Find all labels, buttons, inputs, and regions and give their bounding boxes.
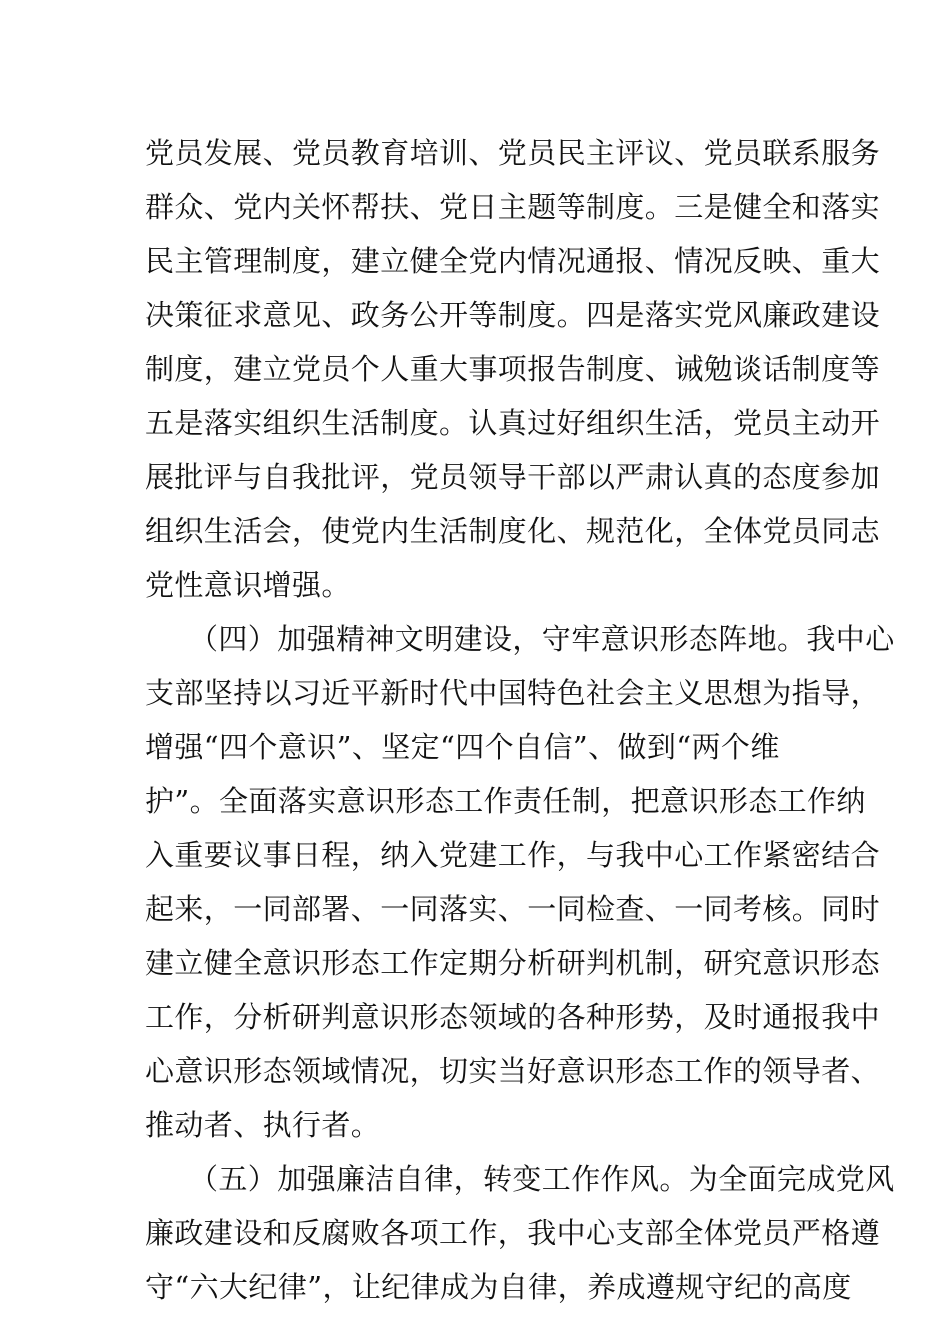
text-line: 决策征求意见、政务公开等制度。四是落实党风廉政建设 (145, 298, 881, 332)
text-line: 五是落实组织生活制度。认真过好组织生活，党员主动开 (145, 406, 881, 440)
section-heading-line: （四）加强精神文明建设，守牢意识形态阵地。我中心 (189, 622, 895, 656)
text-line: 推动者、执行者。 (145, 1108, 381, 1142)
text-line: 起来，一同部署、一同落实、一同检查、一同考核。同时 (145, 892, 881, 926)
text-line: 守“六大纪律”，让纪律成为自律，养成遵规守纪的高度 (145, 1270, 852, 1304)
text-line: 展批评与自我批评，党员领导干部以严肃认真的态度参加 (145, 460, 881, 494)
text-line: 组织生活会，使党内生活制度化、规范化，全体党员同志 (145, 514, 881, 548)
text-line: 心意识形态领域情况，切实当好意识形态工作的领导者、 (145, 1054, 881, 1088)
text-line: 制度，建立党员个人重大事项报告制度、诫勉谈话制度等 (145, 352, 881, 386)
text-line: 工作，分析研判意识形态领域的各种形势，及时通报我中 (145, 1000, 881, 1034)
text-line: 廉政建设和反腐败各项工作，我中心支部全体党员严格遵 (145, 1216, 881, 1250)
text-line: 建立健全意识形态工作定期分析研判机制，研究意识形态 (145, 946, 881, 980)
text-line: 增强“四个意识”、坚定“四个自信”、做到“两个维 (145, 730, 780, 764)
text-line: 支部坚持以习近平新时代中国特色社会主义思想为指导， (145, 676, 881, 710)
section-heading-line: （五）加强廉洁自律，转变工作作风。为全面完成党风 (189, 1162, 895, 1196)
text-line: 护”。全面落实意识形态工作责任制，把意识形态工作纳 (145, 784, 866, 818)
body-text (145, 126, 895, 1314)
text-line: 党性意识增强。 (145, 568, 351, 602)
text-line: 入重要议事日程，纳入党建工作，与我中心工作紧密结合 (145, 838, 881, 872)
text-line: 党员发展、党员教育培训、党员民主评议、党员联系服务 (145, 136, 881, 170)
text-line: 群众、党内关怀帮扶、党日主题等制度。三是健全和落实 (145, 190, 881, 224)
text-line: 民主管理制度，建立健全党内情况通报、情况反映、重大 (145, 244, 881, 278)
